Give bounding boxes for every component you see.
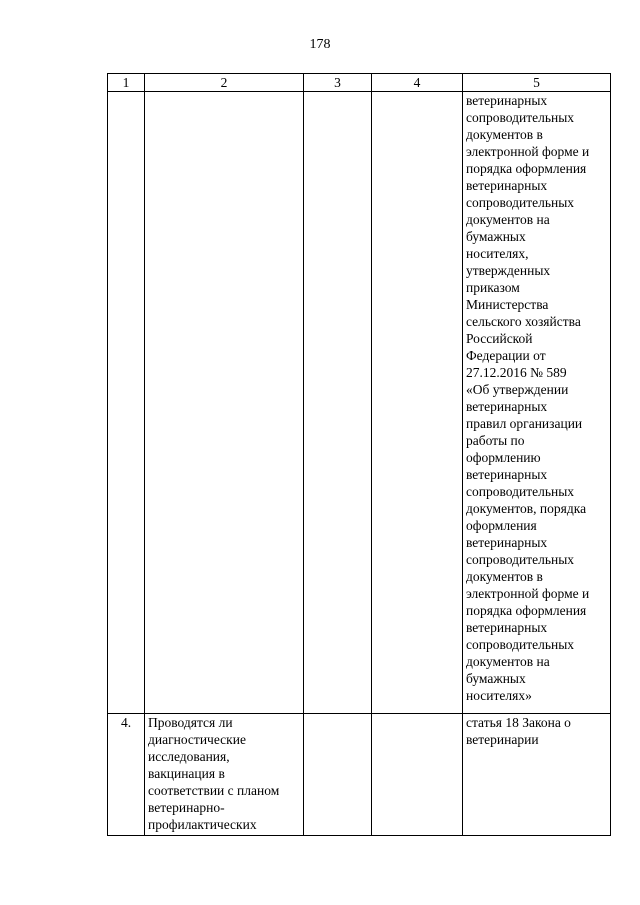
text-line: работы по [466, 433, 525, 448]
legal-basis-cell [463, 92, 611, 714]
text-line: ветеринарных [466, 620, 548, 635]
text-line: документов в [466, 569, 543, 584]
header-cell-4: 4 [372, 74, 463, 92]
header-cell-2: 2 [145, 74, 304, 92]
text-line: диагностические [148, 732, 246, 747]
text-line: бумажных [466, 229, 526, 244]
requirements-table [107, 73, 611, 836]
table-row [108, 92, 611, 714]
text-line: сопроводительных [466, 637, 575, 652]
col3-cell [304, 92, 372, 714]
text-line: порядка оформления [466, 603, 587, 618]
text-line: бумажных [466, 671, 526, 686]
text-line: документов в [466, 127, 543, 142]
text-line: оформления [466, 518, 537, 533]
text-line: исследования, [148, 749, 230, 764]
text-line: статья 18 Закона о [466, 715, 571, 730]
text-line: электронной форме и [466, 144, 590, 159]
text-line: электронной форме и [466, 586, 590, 601]
text-line: правил организации [466, 416, 583, 431]
text-line: вакцинация в [148, 766, 225, 781]
page-number: 178 [309, 37, 331, 52]
text-line: ветеринарных [466, 93, 548, 108]
table-header-row [108, 74, 611, 92]
col4-cell [372, 714, 463, 836]
text-line: документов, порядка [466, 501, 587, 516]
text-line: ветеринарных [466, 178, 548, 193]
text-line: Федерации от [466, 348, 546, 363]
text-line: порядка оформления [466, 161, 587, 176]
text-line: ветеринарно- [148, 800, 225, 815]
text-line: носителях» [466, 688, 532, 703]
text-line: Министерства [466, 297, 549, 312]
text-line: документов на [466, 654, 550, 669]
text-line: «Об утверждении [466, 382, 569, 397]
text-line: документов на [466, 212, 550, 227]
text-line: 27.12.2016 № 589 [466, 365, 567, 380]
text-line: профилактических [148, 817, 257, 832]
text-line: сельского хозяйства [466, 314, 581, 329]
header-cell-5: 5 [463, 74, 611, 92]
col4-cell [372, 92, 463, 714]
text-line: оформлению [466, 450, 541, 465]
text-line: Проводятся ли [148, 715, 233, 730]
question-cell [145, 92, 304, 714]
text-line: соответствии с планом [148, 783, 280, 798]
text-line: ветеринарных [466, 399, 548, 414]
text-line: ветеринарных [466, 535, 548, 550]
text-line: Российской [466, 331, 533, 346]
header-cell-3: 3 [304, 74, 372, 92]
text-line: сопроводительных [466, 484, 575, 499]
text-line: приказом [466, 280, 520, 295]
text-line: ветеринарии [466, 732, 539, 747]
text-line: ветеринарных [466, 467, 548, 482]
text-line: носителях, [466, 246, 529, 261]
col3-cell [304, 714, 372, 836]
legal-basis-cell [463, 714, 611, 836]
header-cell-1: 1 [108, 74, 145, 92]
text-line: утвержденных [466, 263, 551, 278]
question-cell [145, 714, 304, 836]
text-line: сопроводительных [466, 195, 575, 210]
text-line: сопроводительных [466, 552, 575, 567]
row-number-cell: 4. [108, 714, 145, 836]
row-number-cell [108, 92, 145, 714]
text-line: сопроводительных [466, 110, 575, 125]
table-row [108, 714, 611, 836]
